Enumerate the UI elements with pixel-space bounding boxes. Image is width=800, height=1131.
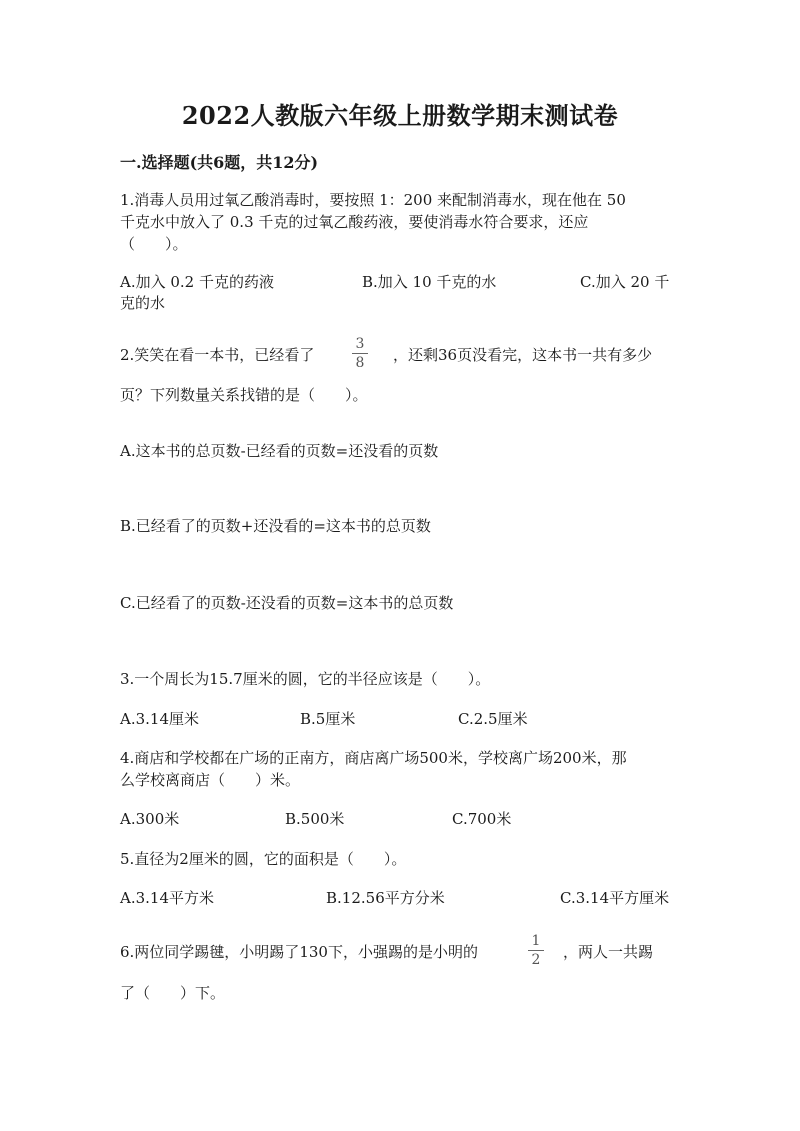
- question-2-text-after: ，还剩36页没看完，这本书一共有多少: [393, 346, 653, 364]
- question-3-option-b: B.5厘米: [300, 710, 356, 728]
- question-1-option-c-continued: 克的水: [120, 294, 166, 312]
- question-1-option-a: A.加入 0.2 千克的药液: [120, 273, 274, 291]
- fraction-denominator: 8: [355, 355, 365, 371]
- question-5-option-a: A.3.14平方米: [120, 889, 214, 907]
- fraction-numerator: 3: [355, 336, 365, 352]
- question-5-option-c: C.3.14平方厘米: [560, 889, 670, 907]
- question-5-option-b: B.12.56平方分米: [326, 889, 445, 907]
- page-title: 2022人教版六年级上册数学期末测试卷: [181, 101, 619, 130]
- question-3-option-c: C.2.5厘米: [458, 710, 528, 728]
- question-4-option-c: C.700米: [452, 810, 512, 828]
- question-2-fraction: [352, 336, 368, 371]
- question-3-text: 3.一个周长为15.7厘米的圆，它的半径应该是（ ）。: [120, 670, 491, 688]
- question-1-line-1: 1.消毒人员用过氧乙酸消毒时，要按照 1：200 来配制消毒水，现在他在 50: [120, 191, 626, 209]
- question-2-text-before: 2.笑笑在看一本书，已经看了: [120, 346, 315, 364]
- question-2-line-2: 页？下列数量关系找错的是（ ）。: [120, 386, 368, 404]
- question-6-fraction: [528, 933, 544, 968]
- question-1-line-2: 千克水中放入了 0.3 千克的过氧乙酸药液，要使消毒水符合要求，还应: [120, 213, 589, 231]
- question-6-text-before: 6.两位同学踢毽，小明踢了130下，小强踢的是小明的: [120, 943, 478, 961]
- question-4-option-a: A.300米: [120, 810, 180, 828]
- question-3-option-a: A.3.14厘米: [120, 710, 199, 728]
- question-6-text-after: ，两人一共踢: [563, 943, 654, 961]
- fraction-bar: [528, 950, 544, 951]
- question-1-option-c: C.加入 20 千: [580, 273, 670, 291]
- fraction-denominator: 2: [531, 952, 541, 968]
- question-4-option-b: B.500米: [285, 810, 345, 828]
- question-5-text: 5.直径为2厘米的圆，它的面积是（ ）。: [120, 850, 407, 868]
- question-6-line-2: 了（ ）下。: [120, 984, 226, 1002]
- fraction-bar: [352, 353, 368, 354]
- question-2-option-c: C.已经看了的页数-还没看的页数=这本书的总页数: [120, 594, 454, 612]
- question-4-line-2: 么学校离商店（ ）米。: [120, 771, 301, 789]
- section-heading: 一.选择题(共6题，共12分): [120, 153, 319, 172]
- fraction-numerator: 1: [531, 933, 541, 949]
- question-1-option-b: B.加入 10 千克的水: [362, 273, 497, 291]
- question-1-line-3: （ ）。: [120, 235, 188, 253]
- question-2-option-a: A.这本书的总页数-已经看的页数=还没看的页数: [120, 442, 439, 460]
- question-2-option-b: B.已经看了的页数+还没看的=这本书的总页数: [120, 517, 431, 535]
- question-4-line-1: 4.商店和学校都在广场的正南方，商店离广场500米，学校离广场200米，那: [120, 749, 627, 767]
